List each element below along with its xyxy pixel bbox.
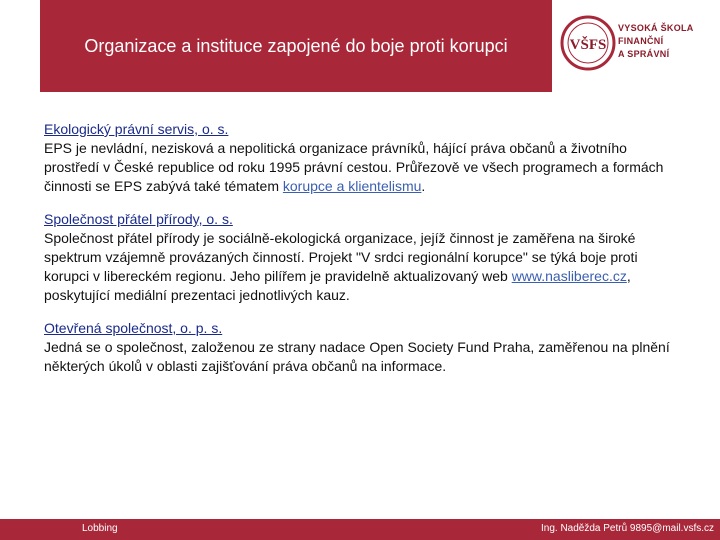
inline-link[interactable]: korupce a klientelismu: [282, 178, 422, 194]
org-section-spp: [44, 210, 684, 305]
logo-monogram: VŠFS: [569, 37, 607, 53]
org-description: [44, 229, 684, 305]
footer-author: Ing. Naděžda Petrů 9895@mail.vsfs.cz: [540, 523, 714, 534]
footer-topic: Lobbing: [82, 523, 118, 534]
org-description-tail: , poskytující mediální prezentaci jednotlivých kauz.: [44, 268, 631, 303]
vsfs-emblem-icon: [560, 12, 616, 74]
logo-line: VYSOKÁ ŠKOLA: [618, 23, 694, 33]
org-description: [44, 139, 684, 196]
logo-line: FINANČNÍ: [618, 36, 664, 46]
school-logo: [560, 12, 710, 80]
org-description-text: Společnost přátel přírody je sociálně-ekologická organizace, jejíž činnost je zaměřena na široké spektrum vzájemně provázaných činností. Projekt "V srdci regionální korupce" se týká boje proti korupci v libereckém regionu. Jeho pilířem je pravidelně aktualizovaný web: [44, 230, 638, 284]
org-title-link[interactable]: Ekologický právní servis, o. s.: [44, 121, 229, 137]
title-banner: [40, 0, 552, 92]
logo-line: A SPRÁVNÍ: [618, 49, 670, 59]
org-description-tail: .: [421, 178, 426, 194]
org-section-eps: [44, 120, 684, 196]
org-section-os: [44, 319, 684, 376]
footer-bar: [0, 519, 720, 540]
page-title: Organizace a instituce zapojené do boje proti korupci: [84, 36, 508, 56]
org-title-link[interactable]: Společnost přátel přírody, o. s.: [44, 211, 233, 227]
org-description-text: EPS je nevládní, nezisková a nepolitická organizace právníků, hájící práva občanů a životního prostředí v České republice od roku 1995 právní cestou. Průřezově ve všech programech a formách činnosti se EPS zabývá také tématem: [44, 140, 664, 194]
org-title-link[interactable]: Otevřená společnost, o. p. s.: [44, 320, 223, 336]
inline-link[interactable]: www.nasliberec.cz: [511, 268, 627, 284]
org-description-text: Jedná se o společnost, založenou ze strany nadace Open Society Fund Praha, zaměřenou na plnění některých úkolů v oblasti zajišťování práva občanů na informace.: [44, 339, 670, 374]
logo-caption: [618, 22, 694, 61]
content-area: [44, 120, 684, 390]
